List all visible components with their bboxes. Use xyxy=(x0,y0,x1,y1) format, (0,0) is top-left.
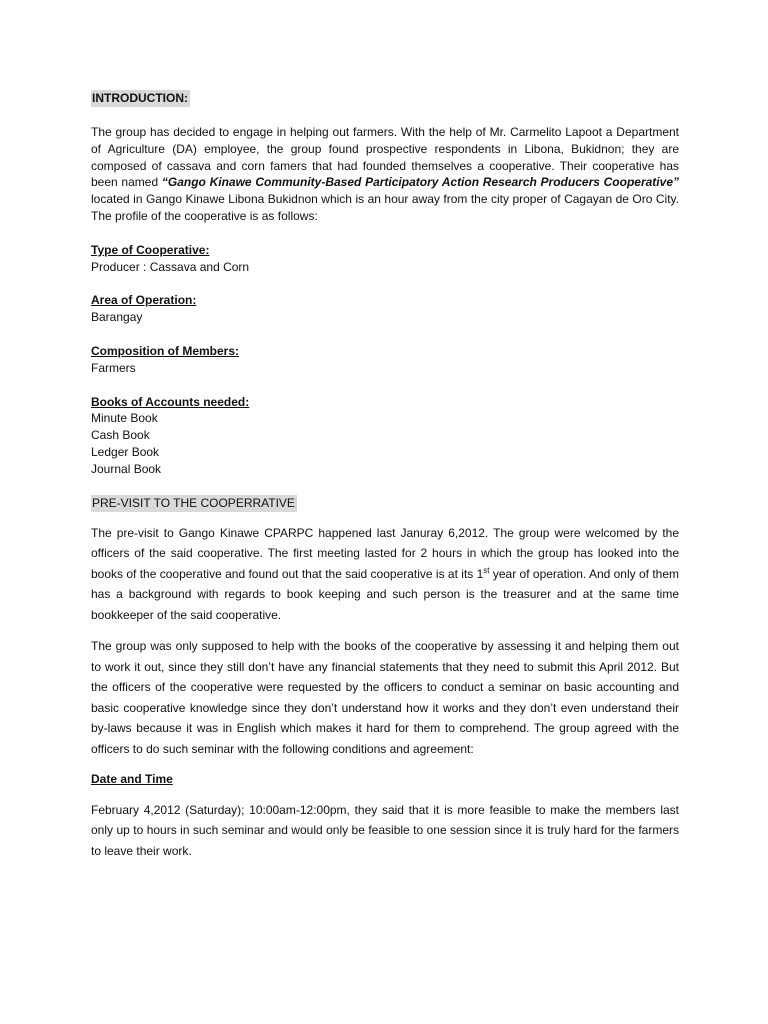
previsit-text-b: year of operation. And only of them has a background with regards to book keeping and such person is the treasurer and at the same time bookkeeper of the said cooperative. xyxy=(91,566,679,622)
previsit-paragraph-1 xyxy=(91,523,679,626)
ordinal-suffix: st xyxy=(483,565,490,575)
area-of-operation-section xyxy=(91,292,679,326)
books-of-accounts-section xyxy=(91,394,679,478)
introduction-heading-text: INTRODUCTION: xyxy=(92,91,188,105)
date-and-time-heading xyxy=(91,771,679,788)
cooperative-name: “Gango Kinawe Community-Based Participatory Action Research Producers Cooperative” xyxy=(161,175,679,190)
type-of-cooperative-value: Producer : Cassava and Corn xyxy=(91,259,250,274)
previsit-heading-text: PRE-VISIT TO THE COOPERRATIVE xyxy=(92,495,295,510)
books-of-accounts-label: Books of Accounts needed: xyxy=(91,394,250,409)
previsit-paragraph-2: The group was only supposed to help with the books of the cooperative by assessing it and helping them out to work it out, since they still don’t have any financial statements that they need to submit this April 2012. But the officers of the cooperative were requested by the officers to conduct a seminar on basic accounting and basic cooperative knowledge since they don’t understand how it works and they don’t even understand their by-laws because it was in English which makes it hard for them to comprehend. The group agreed with the officers to do such seminar with the following conditions and agreement: xyxy=(91,639,679,756)
book-item: Cash Book xyxy=(91,428,150,443)
type-of-cooperative-label: Type of Cooperative: xyxy=(91,242,210,257)
composition-of-members-section xyxy=(91,343,679,377)
introduction-heading xyxy=(91,90,679,107)
date-and-time-label: Date and Time xyxy=(91,772,173,787)
area-of-operation-value: Barangay xyxy=(91,310,143,325)
date-and-time-paragraph: February 4,2012 (Saturday); 10:00am-12:00pm, they said that it is more feasible to make the members last only up to hours in such seminar and would only be feasible to one session since it is truly hard for the farmers to leave their work. xyxy=(91,802,679,858)
type-of-cooperative-section xyxy=(91,242,679,276)
composition-of-members-label: Composition of Members: xyxy=(91,343,240,358)
book-item: Minute Book xyxy=(91,411,158,426)
book-item: Journal Book xyxy=(91,461,162,476)
introduction-text-a: The group has decided to engage in helping out farmers. With the help of Mr. Carmelito Lapoot a Department of Agriculture (DA) employee, the group found prospective respondents in Libona, Bukidnon; they are composed of cassava and corn famers that had founded themselves a cooperative. Their cooperative has been named xyxy=(91,125,679,190)
document-body xyxy=(91,90,679,861)
area-of-operation-label: Area of Operation: xyxy=(91,293,197,308)
book-item: Ledger Book xyxy=(91,444,160,459)
previsit-text-a: The pre-visit to Gango Kinawe CPARPC happened last Januray 6,2012. The group were welcomed by the officers of the said cooperative. The first meeting lasted for 2 hours in which the group has looked into the books of the cooperative and found out that the said cooperative is at its 1 xyxy=(91,525,679,581)
previsit-heading xyxy=(91,495,679,512)
introduction-text-b: located in Gango Kinawe Libona Bukidnon which is an hour away from the city proper of Cagayan de Oro City. The profile of the cooperative is as follows: xyxy=(91,192,679,223)
introduction-paragraph xyxy=(91,124,679,225)
composition-of-members-value: Farmers xyxy=(91,360,136,375)
